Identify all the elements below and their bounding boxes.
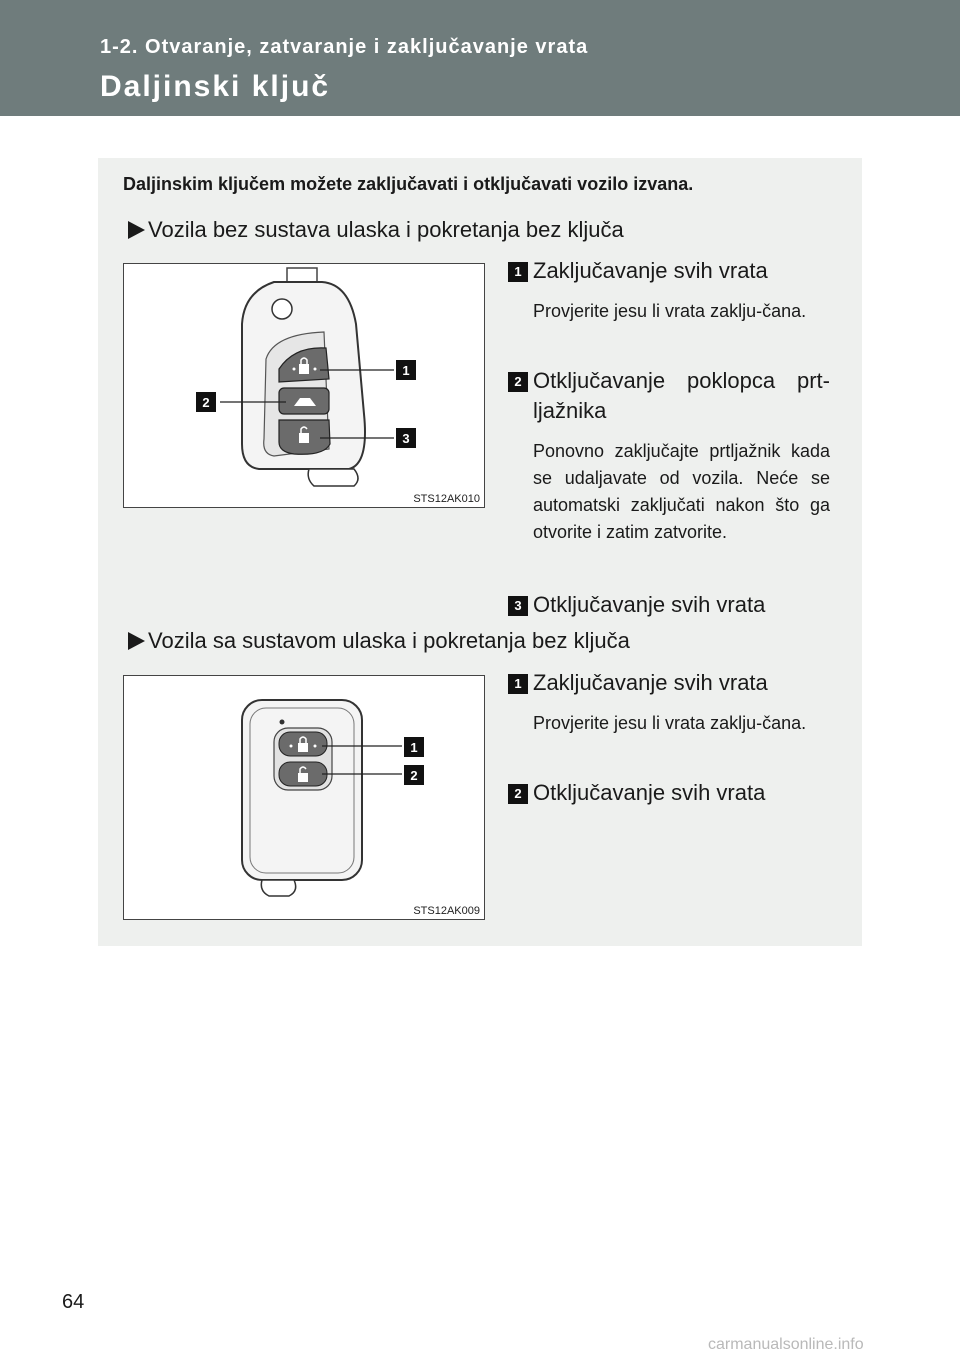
item-title: Otključavanje svih vrata <box>533 780 766 805</box>
triangle-bullet-icon <box>128 221 145 239</box>
page-number: 64 <box>62 1291 85 1313</box>
smart-key-illustration <box>124 676 484 919</box>
item-description: Ponovno zaključajte prtljažnik kada se udaljavate od vozila. Neće se automatski zaključati nakon što ga otvorite i zatim zatvorite. <box>533 441 830 542</box>
callout-2: 2 <box>202 395 210 410</box>
variant-heading-text: Vozila bez sustava ulaska i pokretanja bez ključa <box>148 217 624 242</box>
item-number-badge: 1 <box>508 262 528 282</box>
section-title: 1-2. Otvaranje, zatvaranje i zaključavanje vrata <box>100 36 589 58</box>
intro-text: Daljinskim ključem možete zaključavati i otključavati vozilo izvana. <box>123 174 694 194</box>
variant-heading-2 <box>128 628 630 654</box>
callout-1: 1 <box>410 740 418 755</box>
figure-code: STS12AK010 <box>413 493 480 505</box>
item-number-badge: 2 <box>508 372 528 392</box>
list-item <box>508 366 830 546</box>
remote-key-figure-2 <box>123 675 485 920</box>
list-item <box>508 778 830 808</box>
page-title: Daljinski ključ <box>100 70 331 103</box>
list-item <box>508 668 830 737</box>
item-number-badge: 1 <box>508 674 528 694</box>
item-number-badge: 2 <box>508 784 528 804</box>
callout-2: 2 <box>410 768 418 783</box>
list-item <box>508 256 830 325</box>
item-title: Zaključavanje svih vrata <box>533 258 768 283</box>
item-title: Otključavanje poklopca prt-ljažnika <box>533 368 830 423</box>
variant-heading-text: Vozila sa sustavom ulaska i pokretanja bez ključa <box>148 628 630 653</box>
callout-1: 1 <box>402 363 410 378</box>
item-description: Provjerite jesu li vrata zaklju-čana. <box>533 713 807 733</box>
callout-3: 3 <box>402 431 410 446</box>
list-item <box>508 590 830 620</box>
item-number-badge: 3 <box>508 596 528 616</box>
page-header <box>0 0 960 116</box>
remote-key-figure-1 <box>123 263 485 508</box>
watermark: carmanualsonline.info <box>708 1336 864 1353</box>
triangle-bullet-icon <box>128 632 145 650</box>
variant-heading-1 <box>128 217 624 243</box>
flip-key-illustration <box>124 264 484 507</box>
figure-code: STS12AK009 <box>413 905 480 917</box>
item-description: Provjerite jesu li vrata zaklju-čana. <box>533 301 807 321</box>
item-title: Zaključavanje svih vrata <box>533 670 768 695</box>
item-title: Otključavanje svih vrata <box>533 592 766 617</box>
